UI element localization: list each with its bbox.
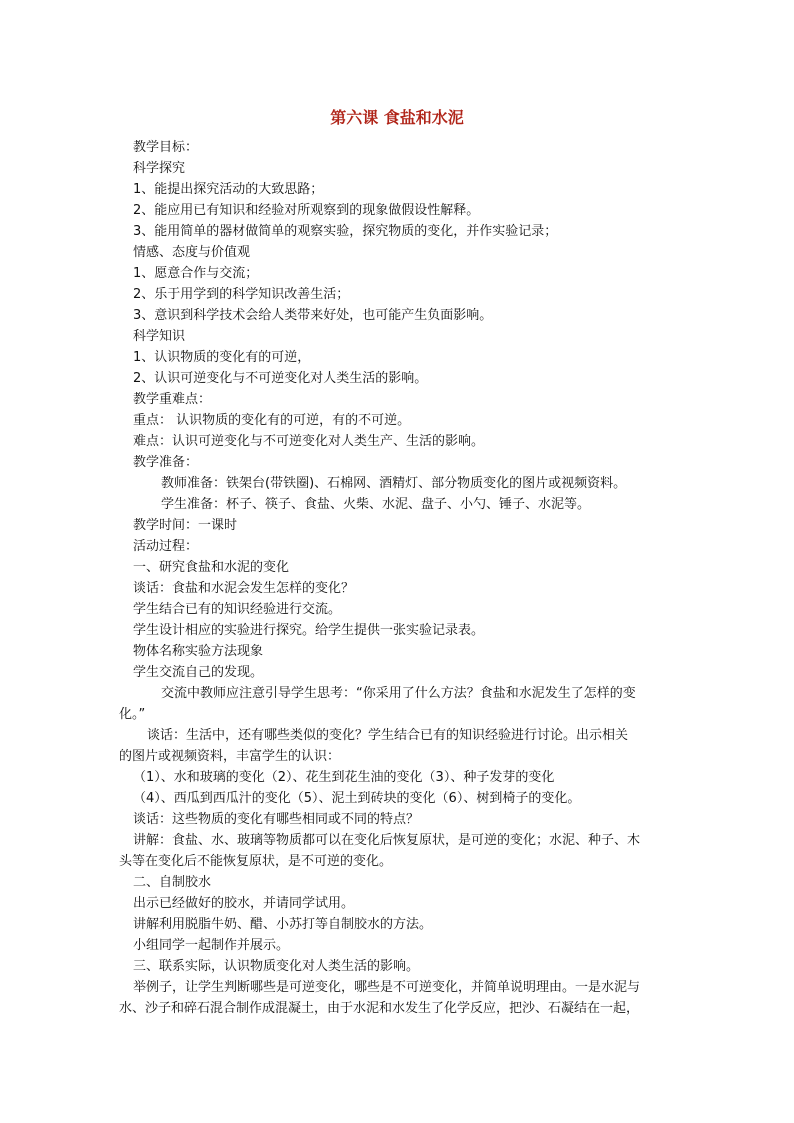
- text-line: 2、认识可逆变化与不可逆变化对人类生活的影响。: [133, 371, 428, 386]
- text-line: 讲解：食盐、水、玻璃等物质都可以在变化后恢复原状，是可逆的变化；水泥、种子、木: [133, 833, 641, 848]
- text-line: 教师准备：铁架台(带铁圈)、石棉网、酒精灯、部分物质变化的图片或视频资料。: [161, 476, 627, 491]
- text-line: 3、意识到科学技术会给人类带来好处，也可能产生负面影响。: [133, 308, 493, 323]
- text-line: 化。”: [119, 707, 146, 722]
- text-line: 2、乐于用学到的科学知识改善生活；: [133, 287, 350, 302]
- text-line: 出示已经做好的胶水，并请同学试用。: [133, 896, 355, 911]
- text-line: （4）、西瓜到西瓜汁的变化（5）、泥土到砖块的变化（6）、树到椅子的变化。: [133, 791, 581, 806]
- text-line: 谈话：生活中，还有哪些类似的变化？学生结合已有的知识经验进行讨论。出示相关: [147, 728, 629, 743]
- text-line: 水、沙子和碎石混合制作成混凝土，由于水泥和水发生了化学反应，把沙、石凝结在一起，: [119, 1001, 640, 1016]
- text-line: 头等在变化后不能恢复原状，是不可逆的变化。: [119, 854, 393, 869]
- text-line: 教学重难点：: [133, 392, 212, 407]
- text-line: 2、能应用已有知识和经验对所观察到的现象做假设性解释。: [133, 203, 480, 218]
- text-line: 谈话：食盐和水泥会发生怎样的变化？: [133, 581, 355, 596]
- text-line: 1、认识物质的变化有的可逆，: [133, 350, 311, 365]
- text-line: 难点：认识可逆变化与不可逆变化对人类生产、生活的影响。: [133, 434, 485, 449]
- page-title: 第六课 食盐和水泥: [330, 108, 464, 127]
- text-line: 物体名称实验方法现象: [133, 644, 264, 659]
- text-line: 小组同学一起制作并展示。: [133, 938, 290, 953]
- text-line: 教学时间：一课时: [133, 518, 238, 533]
- text-line: 情感、态度与价值观: [133, 245, 251, 260]
- text-line: 教学目标：: [133, 140, 199, 155]
- text-line: 讲解利用脱脂牛奶、醋、小苏打等自制胶水的方法。: [133, 917, 433, 932]
- text-line: 3、能用简单的器材做简单的观察实验，探究物质的变化，并作实验记录；: [133, 224, 558, 239]
- text-line: 三、联系实际，认识物质变化对人类生活的影响。: [133, 959, 420, 974]
- text-line: 谈话：这些物质的变化有哪些相同或不同的特点？: [133, 812, 420, 827]
- text-line: 学生交流自己的发现。: [133, 665, 264, 680]
- text-line: （1）、水和玻璃的变化（2）、花生到花生油的变化（3）、种子发芽的变化: [133, 770, 555, 785]
- text-line: 重点： 认识物质的变化有的可逆，有的不可逆。: [133, 413, 411, 428]
- text-line: 活动过程：: [133, 539, 199, 554]
- text-line: 教学准备：: [133, 455, 199, 470]
- text-line: 二、自制胶水: [133, 875, 212, 890]
- text-line: 学生设计相应的实验进行探究。给学生提供一张实验记录表。: [133, 623, 485, 638]
- text-line: 学生准备：杯子、筷子、食盐、火柴、水泥、盘子、小勺、锤子、水泥等。: [161, 497, 591, 512]
- text-line: 1、能提出探究活动的大致思路；: [133, 182, 324, 197]
- text-line: 交流中教师应注意引导学生思考：“你采用了什么方法？食盐和水泥发生了怎样的变: [161, 686, 636, 701]
- text-line: 举例子，让学生判断哪些是可逆变化，哪些是不可逆变化，并简单说明理由。一是水泥与: [133, 980, 641, 995]
- text-line: 科学探究: [133, 161, 186, 176]
- text-line: 一、研究食盐和水泥的变化: [133, 560, 290, 575]
- text-line: 的图片或视频资料，丰富学生的认识：: [119, 749, 341, 764]
- text-line: 1、愿意合作与交流；: [133, 266, 259, 281]
- text-line: 学生结合已有的知识经验进行交流。: [133, 602, 342, 617]
- text-line: 科学知识: [133, 329, 186, 344]
